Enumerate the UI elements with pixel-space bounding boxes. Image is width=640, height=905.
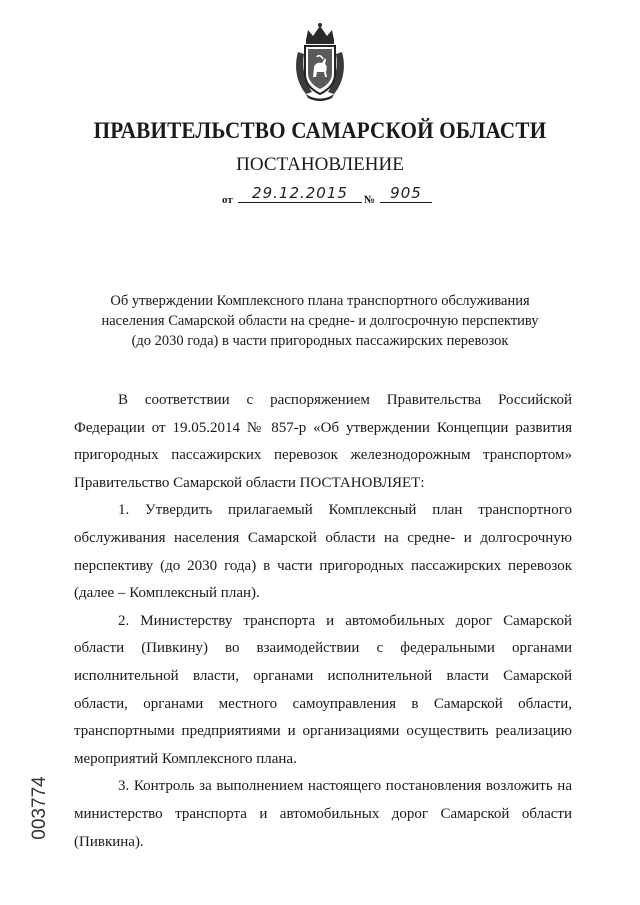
document-subject: Об утверждении Комплексного плана транспортного обслуживания населения Самарской области на средне- и долгосрочную перспективу (до 2030 года) в части пригородных пассажирских перевозок [101,293,539,349]
date-number-line [222,184,432,210]
samara-coat-of-arms-icon [292,22,348,102]
document-body [74,387,572,856]
number-sign: № [364,194,376,206]
document-type: ПОСТАНОВЛЕНИЕ [236,154,404,175]
item-3-paragraph: 3. Контроль за выполнением настоящего постановления возложить на министерство транспорта и автомобильных дорог Самарской области (Пивкина). [74,778,572,850]
document-number: 905 [380,184,432,203]
date-prefix: от [222,194,233,206]
stamp-number: 003774 [29,776,50,840]
government-title: ПРАВИТЕЛЬСТВО САМАРСКОЙ ОБЛАСТИ [93,118,547,143]
preamble-paragraph: В соответствии с распоряжением Правительства Российской Федерации от 19.05.2014 № 857-р «Об утверждении Концепции развития пригородных пассажирских перевозок железнодорожным транспортом» Правительство Самарской области ПОСТАНОВЛЯЕТ: [74,392,572,491]
document-date: 29.12.2015 [238,184,362,203]
item-2-paragraph: 2. Министерству транспорта и автомобильных дорог Самарской области (Пивкину) во взаимодействии с федеральными органами исполнительной власти, органами исполнительной власти Самарской области, органами местного самоуправления в Самарской области, транспортными предприятиями и организациями осуществить реализацию мероприятий Комплексного плана. [74,612,572,767]
registration-stamp [28,768,52,848]
item-1-paragraph: 1. Утвердить прилагаемый Комплексный план транспортного обслуживания населения Самарской области на средне- и долгосрочную перспективу (до 2030 года) в части пригородных пассажирских перевозок (далее – Комплексный план). [74,502,572,602]
